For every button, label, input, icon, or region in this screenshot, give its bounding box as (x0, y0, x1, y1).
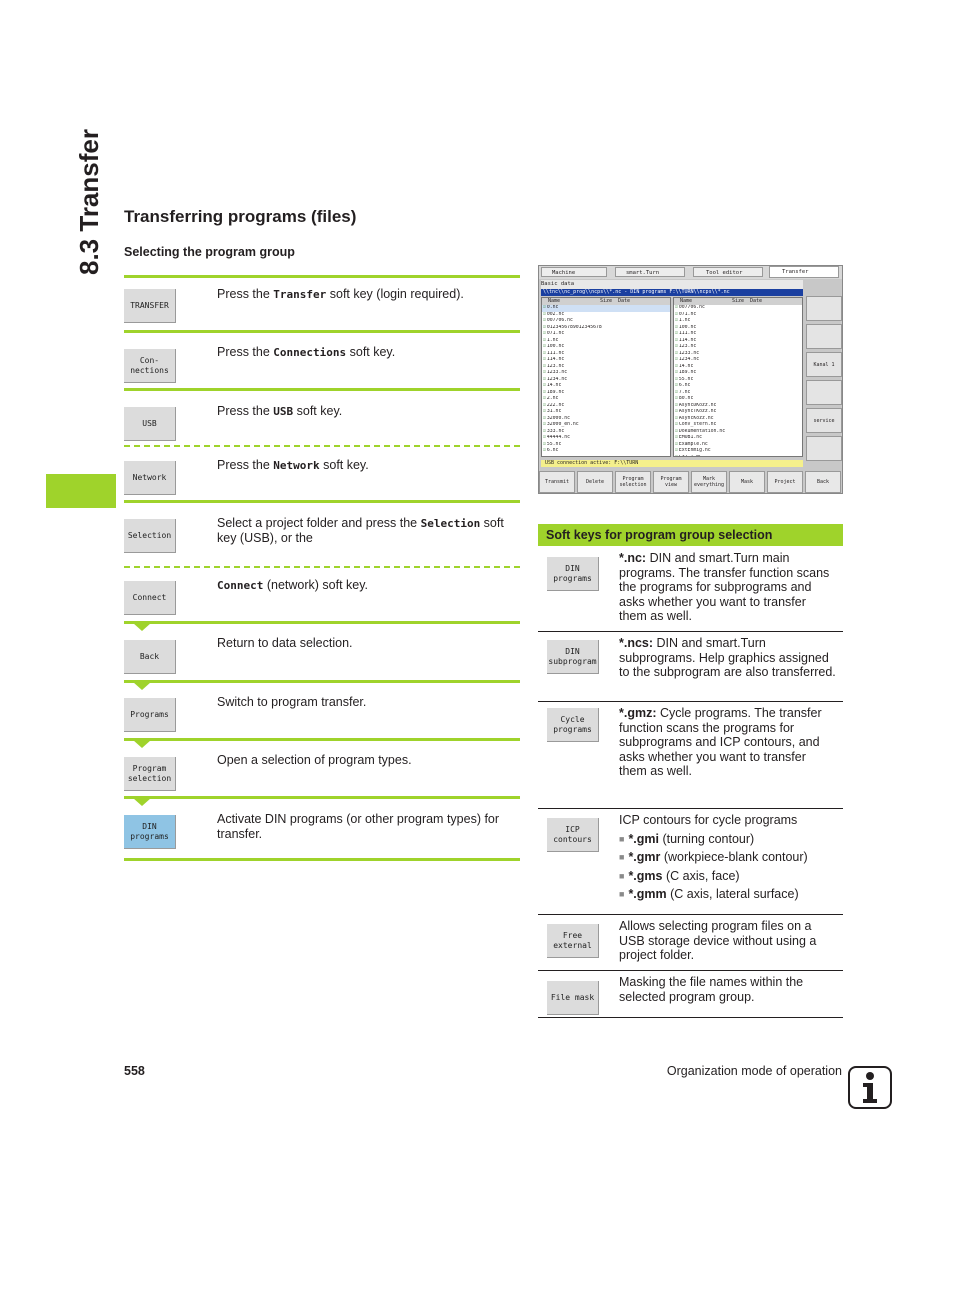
separator-line (124, 796, 520, 799)
left-file-icon: ☑ (543, 350, 546, 356)
screen-status-bar: USB connection active: F:\\TURN (541, 460, 803, 467)
step-keyword: Connections (273, 346, 347, 359)
left-file-name: 2.nc (546, 396, 559, 401)
left-file-icon: ☑ (543, 441, 546, 447)
step-text-7: Return to data selection. (217, 636, 353, 650)
left-col-size: Size (600, 298, 613, 304)
row-text: DIN and smart.Turn main programs. The transfer function scans the programs for subprograms and asks whether you want to transfer them as well. (619, 551, 830, 623)
table-row-desc-1 (619, 551, 837, 624)
row-text: DIN and smart.Turn subprograms. Help graphics assigned to the subprogram are also transferred. (619, 636, 836, 679)
softkey-4[interactable]: Network (124, 461, 176, 495)
right-file-name: EMOB1.nc (678, 435, 702, 440)
right-file-name: Conv_stern.nc (678, 422, 717, 427)
right-file-name: Dokumentation.nc (678, 428, 726, 434)
right-file-icon: ☑ (675, 305, 678, 310)
left-file-name: 007706.nc (546, 318, 573, 323)
right-file-name: AsyncDKozz.nc (678, 402, 717, 408)
table-softkey-3[interactable]: Cycle programs (547, 708, 599, 742)
step-keyword: Network (273, 459, 320, 472)
footer-chapter: Organization mode of operation (666, 1064, 842, 1078)
bullet-text: (workpiece-blank contour) (660, 850, 808, 864)
right-file-icon: ☑ (675, 376, 678, 382)
left-file-name: 123.nc (546, 363, 565, 369)
separator-line (124, 500, 520, 503)
left-file-name: 222.nc (546, 402, 565, 408)
screen-left-file-list[interactable] (541, 297, 671, 457)
right-col-date: Date (750, 298, 763, 304)
right-file-name: AsyncKozz.nc (678, 415, 714, 421)
row-text: ICP contours for cycle programs (619, 813, 798, 827)
left-file-icon: ☑ (543, 305, 546, 310)
screen-softkey[interactable]: Back (805, 471, 841, 493)
table-row-divider (538, 1017, 843, 1018)
right-file-name: 114.nc (678, 337, 697, 343)
right-file-icon: ☑ (675, 357, 678, 362)
flow-arrow (133, 798, 151, 806)
right-file-name: 071.nc (678, 311, 697, 317)
left-file-icon: ☑ (543, 363, 546, 369)
page-number: 558 (124, 1064, 145, 1078)
table-row-divider (538, 970, 843, 971)
screen-basic-data-label: Basic data (541, 280, 803, 289)
screen-vertical-softkey[interactable] (806, 380, 842, 405)
left-file-icon: ☑ (543, 376, 546, 382)
table-row-desc-2 (619, 636, 837, 680)
right-file-name: 007706.nc (678, 305, 705, 310)
right-file-name: ExtEnmig.nc (678, 448, 711, 453)
separator-line (124, 388, 520, 391)
left-file-name: 1233.nc (546, 370, 568, 375)
step-keyword: USB (273, 405, 294, 418)
screen-softkey[interactable]: Delete (577, 471, 613, 493)
left-file-icon: ☑ (543, 448, 546, 453)
separator-line (124, 621, 520, 624)
right-file-name: G31_1.NC (678, 454, 702, 457)
screen-path-bar: \\tnc\\nc_prog\\ncps\\*.nc - DIN programs F:\\TURN\\ncps\\*.nc (541, 289, 803, 296)
softkey-9[interactable]: Program selection (124, 757, 176, 791)
table-row-divider (538, 914, 843, 915)
screen-softkey[interactable]: Project (767, 471, 803, 493)
row-lead: *.gmz: (619, 706, 657, 720)
row-bullet-list (619, 832, 837, 902)
left-file-name: 32000_en.nc (546, 422, 579, 427)
softkey-1[interactable]: TRANSFER (124, 289, 176, 323)
left-file-name: 100.nc (546, 344, 565, 349)
left-file-name: 111.nc (546, 350, 565, 356)
right-file-name: 80.nc (678, 396, 694, 401)
right-file-name: 189.nc (678, 370, 697, 375)
left-file-icon: ☑ (543, 415, 546, 421)
right-file-name: 14.nc (678, 363, 694, 369)
right-file-icon: ☑ (675, 370, 678, 375)
right-file-icon: ☑ (675, 409, 678, 414)
left-col-name: Name (548, 298, 561, 304)
info-icon (848, 1066, 892, 1109)
softkey-2[interactable]: Con- nections (124, 349, 176, 383)
screen-softkey[interactable]: Program selection (615, 471, 651, 493)
bullet-text: (C axis, lateral surface) (666, 887, 799, 901)
chapter-tab-marker (46, 474, 116, 508)
table-row-divider (538, 631, 843, 632)
screen-tab-smart-turn[interactable]: smart.Turn (615, 267, 685, 277)
screen-softkey[interactable]: Transmit (539, 471, 575, 493)
screen-right-file-list[interactable] (673, 297, 803, 457)
left-file-name: 6.nc (546, 448, 559, 453)
right-file-icon: ☑ (675, 448, 678, 453)
left-file-icon: ☑ (543, 337, 546, 343)
left-file-icon: ☑ (543, 324, 546, 330)
screen-softkey[interactable]: Mask (729, 471, 765, 493)
section-title: Transferring programs (files) (124, 207, 357, 226)
screen-vertical-softkey[interactable]: Kanal 1 (806, 352, 842, 377)
screen-softkey[interactable]: Mark everything (691, 471, 727, 493)
screen-horizontal-softkeys (539, 471, 842, 493)
screen-vertical-softkey[interactable] (806, 296, 842, 321)
right-file-name: 100.nc (678, 324, 697, 330)
step-keyword: Transfer (273, 288, 327, 301)
step-text-10: Activate DIN programs (or other program types) for transfer. (217, 812, 500, 841)
row-lead: *.nc: (619, 551, 647, 565)
table-row-desc-5 (619, 919, 837, 963)
step-text-pre: Press the (217, 287, 274, 301)
row-text: Masking the file names within the selected program group. (619, 975, 804, 1004)
left-file-row[interactable] (542, 448, 670, 455)
left-col-date: Date (618, 298, 631, 304)
left-file-name: 114.nc (546, 357, 565, 362)
table-softkey-6[interactable]: File mask (547, 981, 599, 1015)
left-file-icon: ☑ (543, 402, 546, 408)
left-file-icon: ☑ (543, 422, 546, 427)
right-file-name: Example.nc (678, 441, 708, 447)
row-bullet-item (619, 869, 837, 884)
separator-line (124, 738, 520, 741)
row-lead: *.ncs: (619, 636, 654, 650)
softkey-10[interactable]: DIN programs (124, 815, 176, 849)
separator-line (124, 275, 520, 278)
screen-tab-transfer[interactable]: Transfer (769, 266, 839, 278)
step-text-post: (network) soft key. (263, 578, 369, 592)
left-list-header (542, 298, 670, 305)
table-softkey-5[interactable]: Free external (547, 924, 599, 958)
left-file-icon: ☑ (543, 357, 546, 362)
step-text-post: soft key. (346, 345, 396, 359)
right-file-name: 7.nc (678, 389, 691, 395)
step-text-pre: Press the (217, 458, 274, 472)
step-text-pre: Press the (217, 404, 274, 418)
step-text-pre: Select a project folder and press the (217, 516, 421, 530)
row-bullet-item (619, 887, 837, 902)
right-file-icon: ☑ (675, 363, 678, 369)
separator-line (124, 680, 520, 683)
left-file-name: 32000.nc (546, 415, 570, 421)
flow-arrow (133, 682, 151, 690)
right-file-icon: ☑ (675, 396, 678, 401)
softkey-3[interactable]: USB (124, 407, 176, 441)
table-row-desc-3 (619, 706, 837, 779)
left-file-name: 14.nc (546, 383, 562, 388)
bullet-lead: *.gmi (628, 831, 659, 846)
screen-tab-tool-editor[interactable]: Tool editor (693, 267, 763, 277)
left-file-icon: ☑ (543, 383, 546, 388)
table-softkey-2[interactable]: DIN subprogram (547, 640, 599, 674)
left-file-name: 0.nc (546, 305, 559, 310)
softkey-5[interactable]: Selection (124, 519, 176, 553)
right-col-name: Name (680, 298, 693, 304)
left-file-name: 1234.nc (546, 376, 568, 382)
screen-vertical-softkeys (806, 296, 842, 466)
flow-arrow (133, 623, 151, 631)
bullet-lead: *.gms (628, 868, 663, 883)
right-file-icon: ☑ (675, 454, 678, 457)
left-file-name: 0123456789012345678 (546, 324, 602, 330)
right-file-row[interactable] (674, 455, 802, 458)
bullet-lead: *.gmr (628, 850, 661, 864)
row-text: Allows selecting program files on a USB storage device without using a project folder. (619, 919, 817, 962)
step-text-9: Open a selection of program types. (217, 753, 412, 767)
step-text-8: Switch to program transfer. (217, 695, 367, 709)
right-file-icon: ☑ (675, 389, 678, 395)
section-subtitle: Selecting the program group (124, 245, 295, 259)
flow-arrow (133, 740, 151, 748)
table-row-desc-6 (619, 975, 837, 1004)
step-text-post: soft key. (293, 404, 343, 418)
right-file-name: 1234.nc (678, 357, 700, 362)
right-file-name: AsyncTKozz.nc (678, 409, 717, 414)
right-file-icon: ☑ (675, 331, 678, 336)
left-file-name: 002.nc (546, 311, 565, 317)
bullet-lead: *.gmm (628, 887, 667, 901)
table-row-divider (538, 701, 843, 702)
left-file-icon: ☑ (543, 389, 546, 395)
bullet-text: (C axis, face) (662, 868, 740, 883)
control-screenshot (538, 265, 843, 494)
left-file-name: 31.nc (546, 409, 562, 414)
right-file-name: 123.nc (678, 344, 697, 349)
step-keyword: Connect (217, 579, 264, 592)
step-text-post: soft key (login required). (326, 287, 464, 301)
right-file-icon: ☑ (675, 337, 678, 343)
right-col-size: Size (732, 298, 745, 304)
left-file-icon: ☑ (543, 409, 546, 414)
table-softkey-4[interactable]: ICP contours (547, 818, 599, 852)
separator-line (124, 445, 520, 447)
left-file-icon: ☑ (543, 396, 546, 401)
left-file-name: 333.nc (546, 428, 565, 434)
left-file-name: 44444.nc (546, 435, 570, 440)
right-file-name: 55.nc (678, 376, 694, 382)
left-file-icon: ☑ (543, 435, 546, 440)
screen-vertical-softkey[interactable]: service (806, 408, 842, 433)
step-text-4 (217, 458, 517, 473)
right-file-icon: ☑ (675, 324, 678, 330)
right-file-icon: ☑ (675, 441, 678, 447)
step-text-2 (217, 345, 517, 360)
left-file-icon: ☑ (543, 428, 546, 434)
right-file-icon: ☑ (675, 402, 678, 408)
screen-vertical-softkey[interactable] (806, 436, 842, 461)
right-file-icon: ☑ (675, 350, 678, 356)
left-file-icon: ☑ (543, 344, 546, 349)
step-keyword: Selection (420, 517, 481, 530)
screen-tab-bar (539, 266, 842, 279)
left-file-name: 55.nc (546, 441, 562, 447)
right-file-name: 111.nc (678, 331, 697, 336)
row-bullet-item (619, 850, 837, 865)
row-bullet-item (619, 832, 837, 847)
separator-line (124, 858, 520, 861)
right-file-icon: ☑ (675, 344, 678, 349)
left-file-name: 1.nc (546, 337, 559, 343)
table-softkey-1[interactable]: DIN programs (547, 557, 599, 591)
table-row-divider (538, 808, 843, 809)
softkey-table-header: Soft keys for program group selection (538, 524, 843, 546)
screen-tab-machine[interactable]: Machine (541, 267, 607, 277)
right-file-icon: ☑ (675, 311, 678, 317)
right-file-name: 1.nc (678, 318, 691, 323)
step-text-5 (217, 516, 517, 546)
right-file-name: 6.nc (678, 383, 691, 388)
right-file-icon: ☑ (675, 428, 678, 434)
table-row-desc-4 (619, 813, 837, 902)
side-chapter-title: 8.3 Transfer (74, 129, 104, 275)
right-file-icon: ☑ (675, 422, 678, 427)
right-file-icon: ☑ (675, 383, 678, 388)
right-file-icon: ☑ (675, 435, 678, 440)
separator-line (124, 566, 520, 568)
left-file-name: 071.nc (546, 331, 565, 336)
left-file-icon: ☑ (543, 318, 546, 323)
step-text-post: soft key (USB), or the (217, 516, 504, 545)
left-file-icon: ☑ (543, 311, 546, 317)
left-file-icon: ☑ (543, 370, 546, 375)
left-file-name: 189.nc (546, 389, 565, 395)
separator-line (124, 330, 520, 333)
step-text-post: soft key. (319, 458, 369, 472)
screen-vertical-softkey[interactable] (806, 324, 842, 349)
softkey-6[interactable]: Connect (124, 581, 176, 615)
step-text-3 (217, 404, 517, 419)
left-file-icon: ☑ (543, 331, 546, 336)
right-file-name: 1233.nc (678, 350, 700, 356)
row-text: Cycle programs. The transfer function scans the programs for subprograms and ICP contours, and asks whether you want to transfer them as well. (619, 706, 822, 778)
screen-softkey[interactable]: Program view (653, 471, 689, 493)
right-list-header (674, 298, 802, 305)
step-text-1 (217, 287, 517, 302)
step-text-6 (217, 578, 517, 593)
right-file-icon: ☑ (675, 415, 678, 421)
step-text-pre: Press the (217, 345, 274, 359)
softkey-7[interactable]: Back (124, 640, 176, 674)
right-file-icon: ☑ (675, 318, 678, 323)
softkey-8[interactable]: Programs (124, 698, 176, 732)
bullet-text: (turning contour) (659, 831, 755, 846)
